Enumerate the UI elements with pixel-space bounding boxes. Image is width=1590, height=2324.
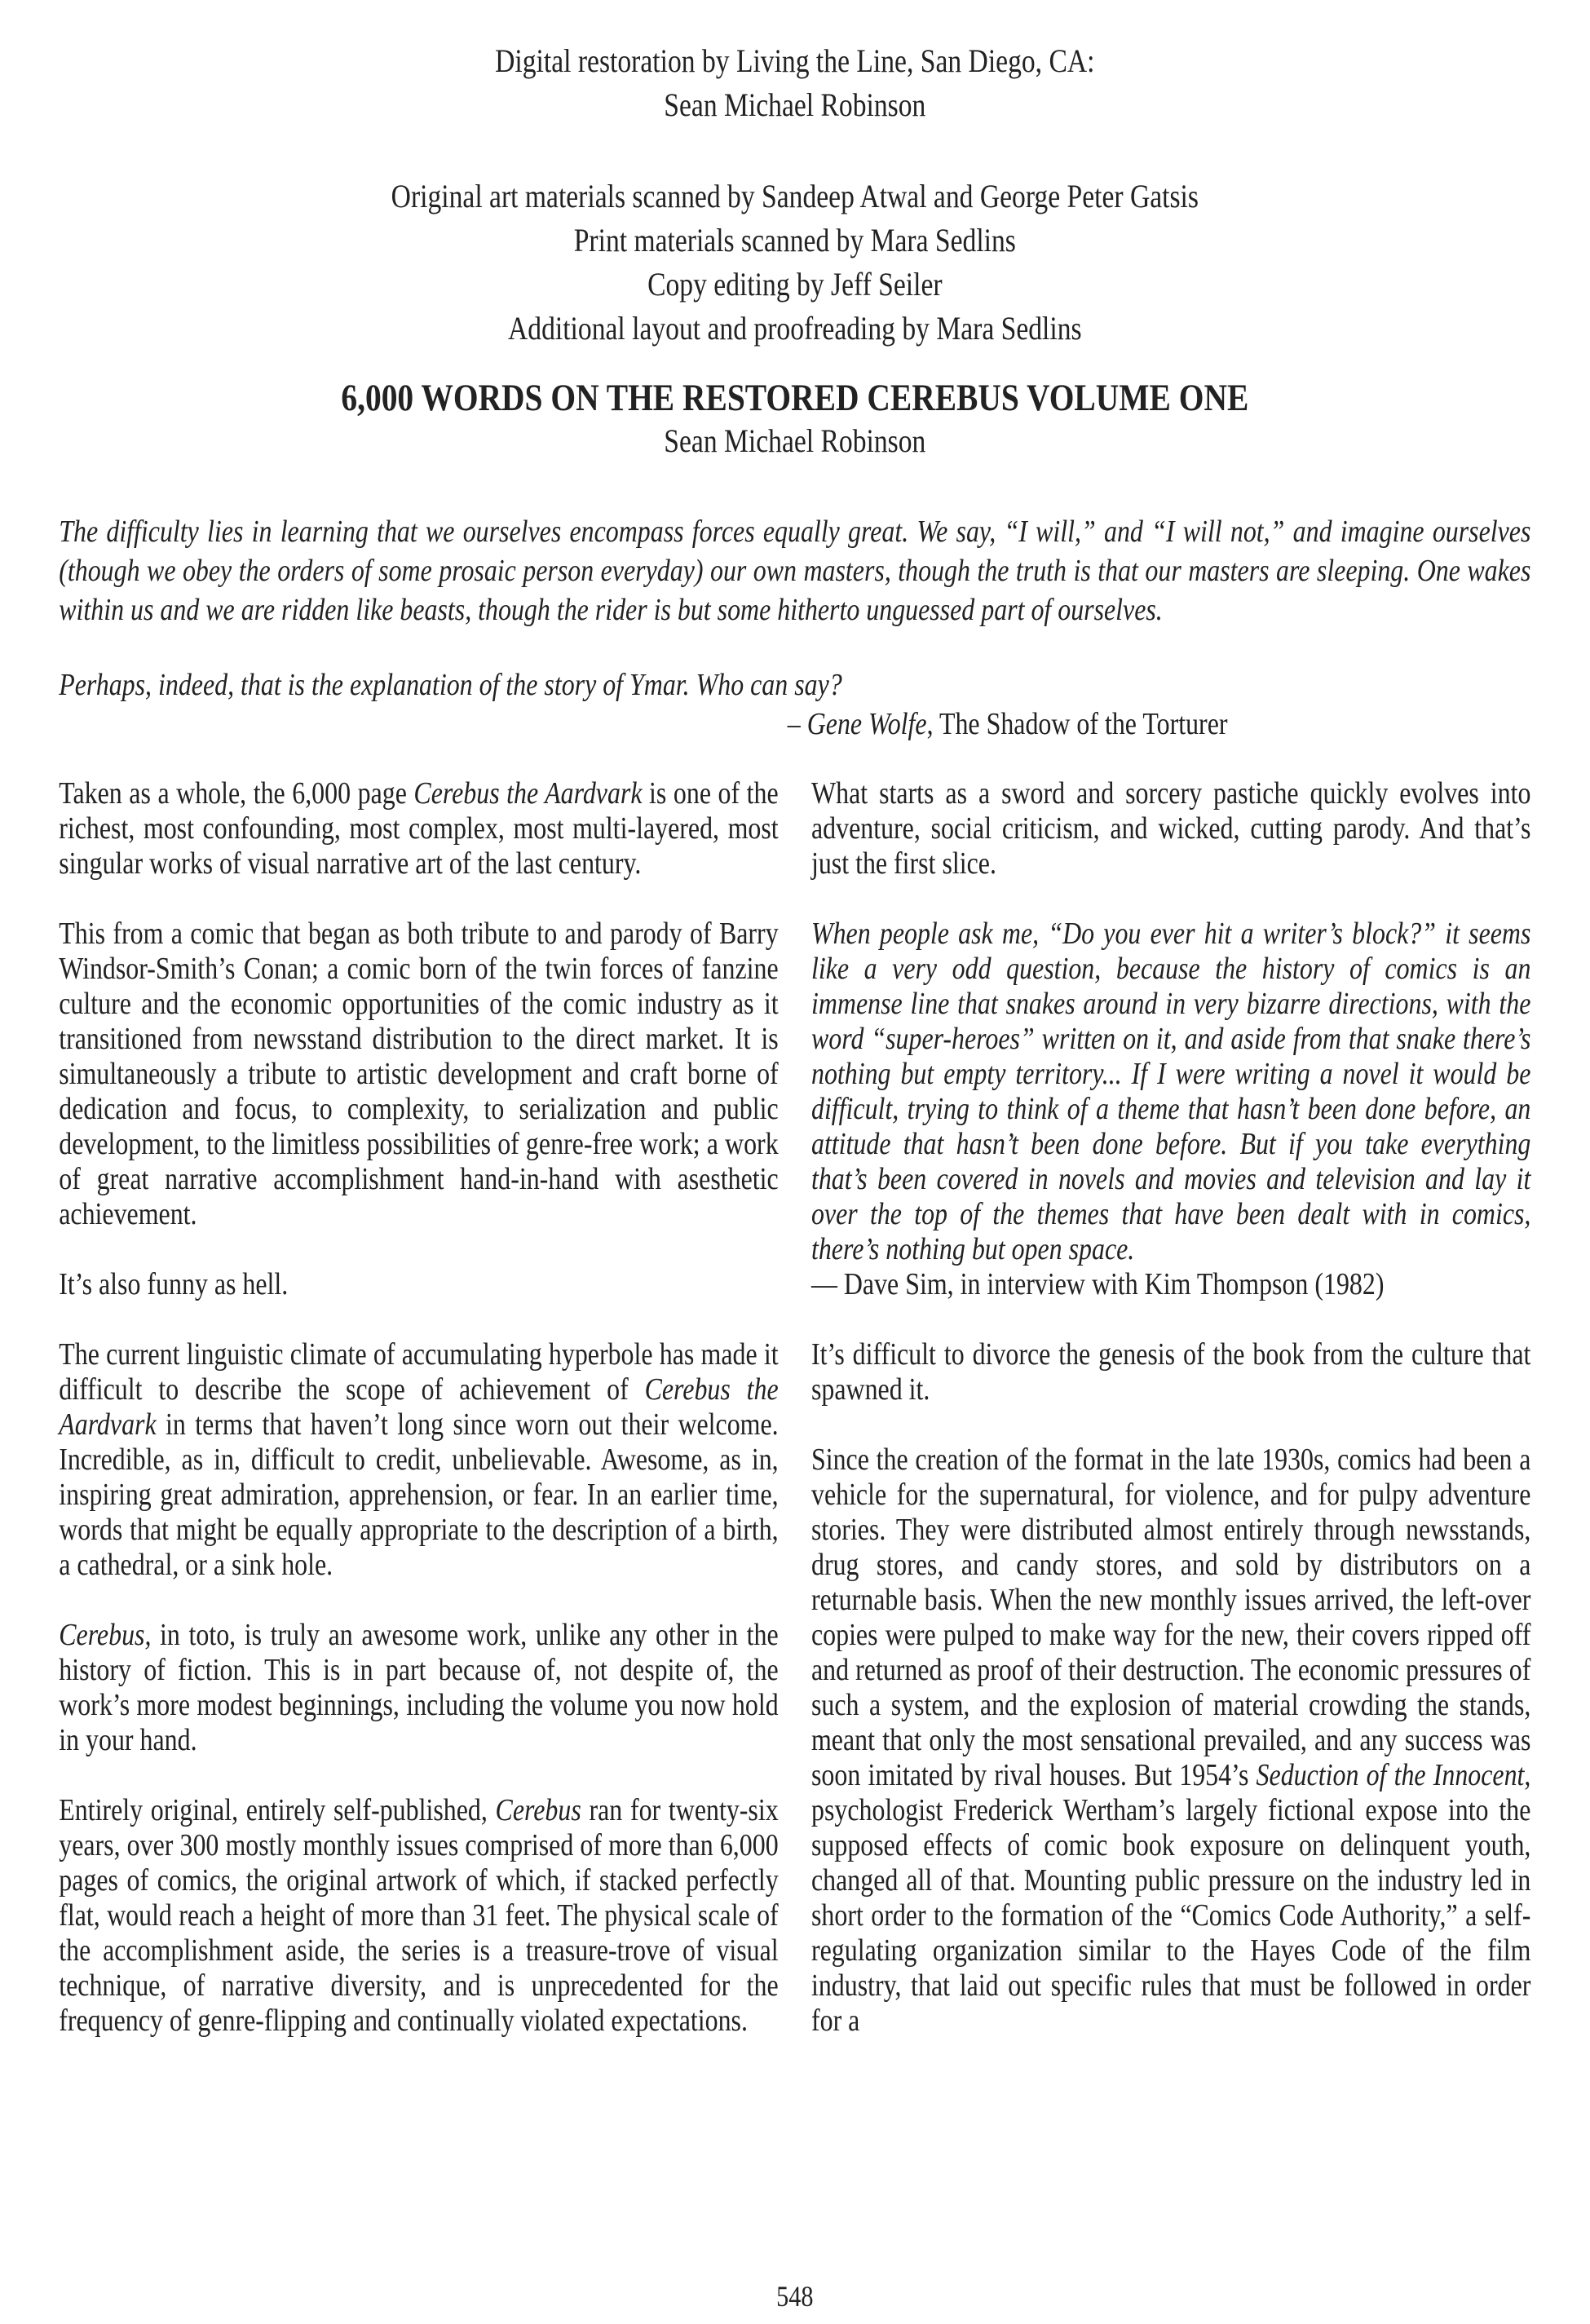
credits-header (59, 39, 1530, 351)
article-author: Sean Michael Robinson (664, 422, 926, 459)
paragraph (811, 1443, 1530, 2039)
paragraph (811, 776, 1530, 881)
paragraph (59, 1337, 778, 1583)
restoration-credit-name: Sean Michael Robinson (664, 86, 926, 123)
text-run: in toto, is truly an awesome work, unlike any other in the history of fiction. This is in part because of, not despite of, the work’s more modest beginnings, including the volume you now hold in your hand. (59, 1618, 779, 1757)
text-run: It’s difficult to divorce the genesis of the book from the culture that spawned it. (810, 1337, 1531, 1407)
page-number: 548 (776, 2280, 814, 2313)
paragraph (811, 917, 1530, 1267)
italic-text-run: Cerebus the Aardvark (413, 776, 643, 811)
epigraph (59, 512, 1530, 744)
text-run: It’s also funny as hell. (59, 1267, 289, 1301)
text-run: This from a comic that began as both tribute to and parody of Barry Windsor-Smith’s Conan; a comic born of the twin forces of fanzine culture and the economic opportunities of the comic industry as it transitioned from newsstand distribution to the direct market. It is simultaneously a tribute to artistic development and craft borne of dedication and focus, to complexity, to serialization and public development, to the limitless possibilities of genre-free work; a work of great narrative accomplishment hand-in-hand with asesthetic achievement. (59, 917, 779, 1231)
text-run: is one of the richest, most confounding, most complex, most multi-layered, most singular works of visual narrative art of the last century. (59, 776, 779, 881)
text-run: — Dave Sim, in interview with Kim Thompson (1982) (810, 1267, 1385, 1301)
article-title: 6,000 WORDS ON THE RESTORED CEREBUS VOLUME ONE (341, 377, 1249, 419)
italic-text-run: Cerebus (495, 1793, 581, 1827)
left-column (59, 776, 778, 2039)
quote-attribution (811, 1267, 1530, 1302)
italic-text-run: Cerebus, (59, 1618, 152, 1652)
credit-line-copy-editing: Copy editing by Jeff Seiler (647, 266, 943, 303)
text-run: , psychologist Frederick Wertham’s largely fictional expose into the supposed effects of comic book exposure on delinquent youth, changed all of that. Mounting public pressure on the industry led in short order to the formation of the “Comics Code Authority,” a self-regulating organization similar to the Hayes Code of the film industry, that laid out specific rules that must be followed in order for a (810, 1758, 1531, 2038)
epigraph-paragraph-2: Perhaps, indeed, that is the explanation of the story of Ymar. Who can say? (59, 668, 842, 702)
paragraph (811, 1337, 1530, 1407)
paragraph (59, 1618, 778, 1758)
text-run: Since the creation of the format in the late 1930s, comics had been a vehicle for the supernatural, for violence, and for pulpy adventure stories. They were distributed almost entirely through newsstands, drug stores, and candy stores, and sold by distributors on a returnable basis. When the new monthly issues arrived, the left-over copies were pulped to make way for the new, their covers ripped off and returned as proof of their destruction. The economic pressures of such a system, and the explosion of material crowding the stands, meant that only the most sensational prevailed, and any success was soon imitated by rival houses. But 1954’s (810, 1443, 1531, 1792)
text-run: , The Shadow of the Torturer (926, 707, 1228, 741)
paragraph (59, 1267, 778, 1302)
text-run: Entirely original, entirely self-published, (59, 1793, 496, 1827)
epigraph-attribution (59, 705, 1530, 744)
credit-line-layout: Additional layout and proofreading by Mara Sedlins (508, 310, 1082, 347)
text-run: The current linguistic climate of accumulating hyperbole has made it difficult to describe the scope of achievement of (59, 1337, 779, 1407)
text-run: – (787, 707, 807, 741)
text-run: When people ask me, “Do you ever hit a writer’s block?” it seems like a very odd question, because the history of comics is an immense line that snakes around in very bizarre directions, with the word “super-heroes” written on it, and aside from that snake there’s nothing but empty territory... If I were writing a novel it would be difficult, trying to think of a theme that hasn’t been done before, an attitude that hasn’t been done before. But if you take everything that’s been covered in novels and movies and television and lay it over the top of the themes that have been dealt with in comics, there’s nothing but open space. (810, 917, 1531, 1266)
body-columns (59, 776, 1530, 2039)
italic-text-run: Gene Wolfe (806, 707, 927, 741)
text-run: Taken as a whole, the 6,000 page (59, 776, 414, 811)
text-run: What starts as a sword and sorcery pastiche quickly evolves into adventure, social criticism, and wicked, cutting parody. And that’s just the first slice. (810, 776, 1531, 881)
restoration-credit-line: Digital restoration by Living the Line, San Diego, CA: (495, 42, 1095, 79)
epigraph-paragraph-1: The difficulty lies in learning that we ourselves encompass forces equally great. We say, “I will,” and “I will not,” and imagine ourselves (though we obey the orders of some prosaic person everyday) our own masters, though the truth is that our masters are sleeping. One wakes within us and we are ridden like beasts, though the rider is but some hitherto unguessed part of ourselves. (59, 515, 1531, 627)
text-run: ran for twenty-six years, over 300 mostly monthly issues comprised of more than 6,000 pages of comics, the original artwork of which, if stacked perfectly flat, would reach a height of more than 31 feet. The physical scale of the accomplishment aside, the series is a treasure-trove of visual technique, of narrative diversity, and is unprecedented for the frequency of genre-flipping and continually violated expectations. (59, 1793, 779, 2038)
credit-line-scanning-print: Print materials scanned by Mara Sedlins (573, 222, 1016, 258)
credits-block (59, 175, 1530, 351)
italic-text-run: Seduction of the Innocent (1256, 1758, 1525, 1792)
paragraph (59, 1793, 778, 2039)
italic-text-run: Cerebus the Aardvark (59, 1372, 779, 1442)
text-run: in terms that haven’t long since worn out their welcome. Incredible, as in, difficult to credit, unbelievable. Awesome, as in, inspiring great admiration, apprehension, or fear. In an earlier time, words that might be equally appropriate to the description of a birth, a cathedral, or a sink hole. (59, 1407, 779, 1582)
paragraph (59, 917, 778, 1232)
credit-line-scanning-art: Original art materials scanned by Sandeep Atwal and George Peter Gatsis (391, 178, 1199, 214)
right-column (811, 776, 1530, 2039)
paragraph (59, 776, 778, 881)
